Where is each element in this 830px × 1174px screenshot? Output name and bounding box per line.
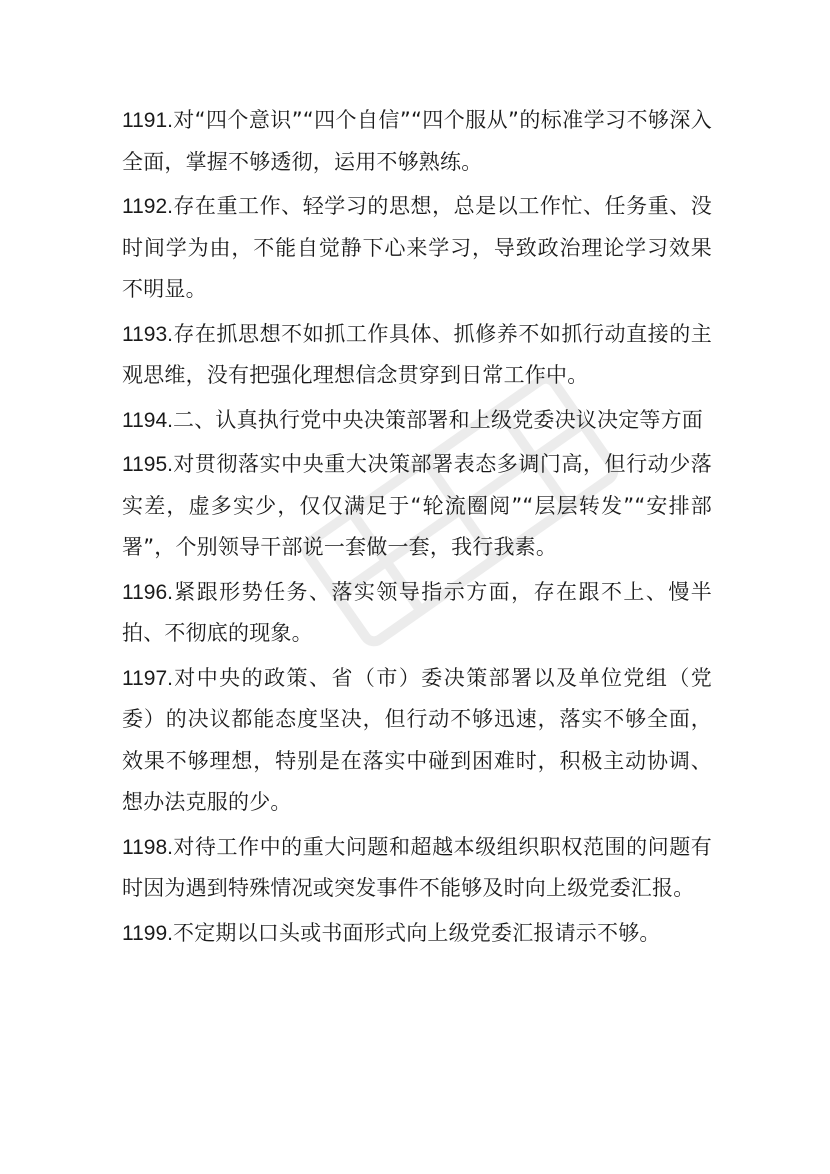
item-number: 1197. xyxy=(122,666,173,690)
item-number: 1199. xyxy=(122,921,173,945)
item-text: 对中央的政策、省（市）委决策部署以及单位党组（党委）的决议都能态度坚决，但行动不够迅速，落实不够全面，效果不够理想，特别是在落实中碰到困难时，积极主动协调、想办法克服的少。 xyxy=(122,665,712,814)
list-item xyxy=(122,658,712,824)
item-text: 存在抓思想不如抓工作具体、抓修养不如抓行动直接的主观思维，没有把强化理想信念贯穿到日常工作中。 xyxy=(122,321,712,387)
item-number: 1194. xyxy=(122,408,173,432)
item-number: 1196. xyxy=(122,580,173,604)
list-item xyxy=(122,400,712,442)
item-number: 1198. xyxy=(122,835,173,859)
item-text: 紧跟形势任务、落实领导指示方面，存在跟不上、慢半拍、不彻底的现象。 xyxy=(122,579,712,645)
item-number: 1195. xyxy=(122,453,173,476)
list-item xyxy=(122,827,712,910)
item-text: 存在重工作、轻学习的思想，总是以工作忙、任务重、没时间学为由，不能自觉静下心来学习，导致政治理论学习效果不明显。 xyxy=(122,194,712,301)
item-number: 1193. xyxy=(122,322,173,346)
list-item xyxy=(122,572,712,655)
item-number: 1191. xyxy=(122,109,173,132)
item-text: 对待工作中的重大问题和超越本级组织职权范围的问题有时因为遇到特殊情况或突发事件不能够及时向上级党委汇报。 xyxy=(122,834,712,900)
list-item xyxy=(122,913,712,955)
item-number: 1192. xyxy=(122,195,173,218)
item-text: 二、认真执行党中央决策部署和上级党委决议决定等方面 xyxy=(173,407,703,432)
list-item xyxy=(122,444,712,569)
item-text: 对贯彻落实中央重大决策部署表态多调门高，但行动少落实差，虚多实少，仅仅满足于“轮流圈阅”“层层转发”“安排部署”，个别领导干部说一套做一套，我行我素。 xyxy=(122,452,712,559)
document-body xyxy=(122,100,712,957)
list-item xyxy=(122,186,712,311)
list-item xyxy=(122,100,712,183)
item-text: 对“四个意识”“四个自信”“四个服从”的标准学习不够深入全面，掌握不够透彻，运用不够熟练。 xyxy=(122,108,712,174)
item-text: 不定期以口头或书面形式向上级党委汇报请示不够。 xyxy=(173,920,661,945)
list-item xyxy=(122,314,712,397)
